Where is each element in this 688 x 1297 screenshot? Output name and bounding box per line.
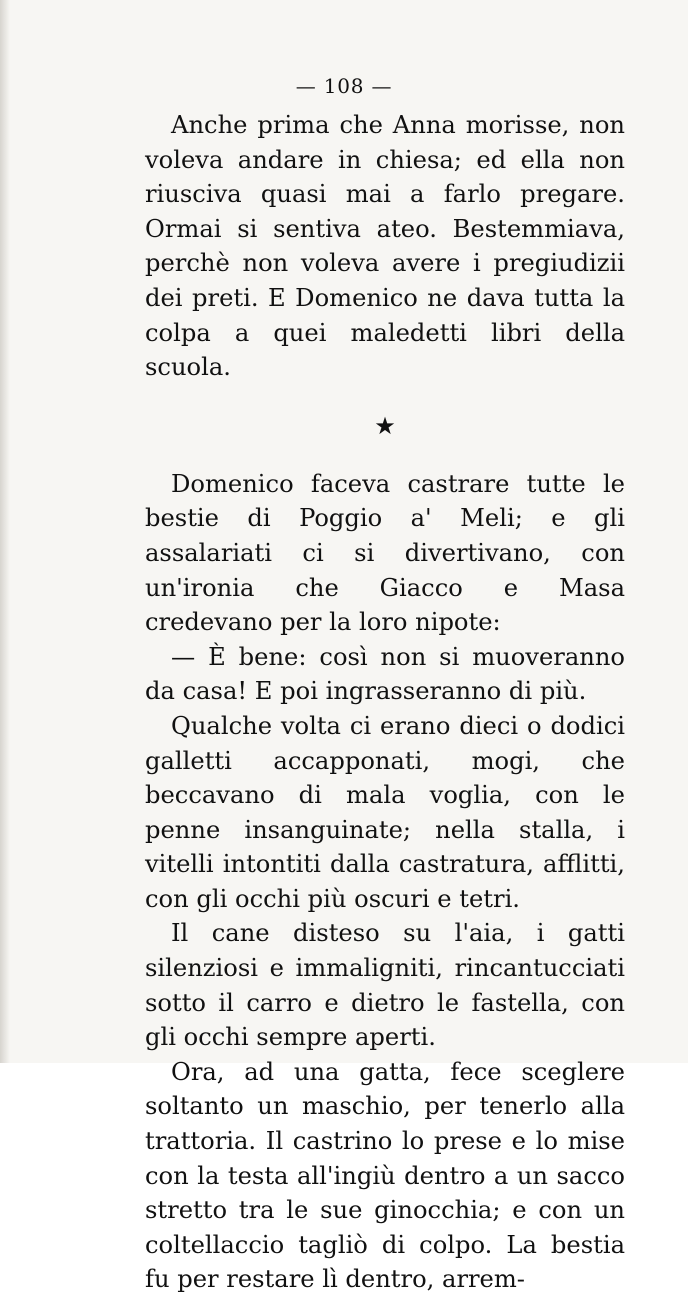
paragraph-animals: Il cane disteso su l'aia, i gatti silenziosi e immaligniti, rincantucciati sotto il carro e dietro le fastella, con gli occhi sempre aperti. <box>145 919 625 1052</box>
section-separator <box>145 385 625 467</box>
star-icon: ★ <box>374 411 396 440</box>
paragraph-atheism: Anche prima che Anna morisse, non voleva andare in chiesa; ed ella non riusciva quasi mai a farlo pregare. Ormai si sentiva ateo. Bestemmiava, perchè non voleva avere i pregiudizii dei preti. E Domenico ne dava tutta la colpa a quei maledetti libri della scuola. <box>145 111 625 382</box>
page-content <box>145 108 625 1297</box>
paragraph-cat: Ora, ad una gatta, fece sceglere soltanto un maschio, per tenerlo alla trattoria. Il castrino lo prese e lo mise con la testa all'ingiù dentro a un sacco stretto tra le sue ginocchia; e con un coltellaccio tagliò di colpo. La bestia fu per restare lì dentro, arrem- <box>145 1057 625 1294</box>
page-number: — 108 — <box>295 74 393 98</box>
paragraph-castration: Domenico faceva castrare tutte le bestie di Poggio a' Meli; e gli assalariati ci si divertivano, con un'ironia che Giacco e Masa credevano per la loro nipote: <box>145 469 625 637</box>
paragraph-galletti: Qualche volta ci erano dieci o dodici galletti accapponati, mogi, che beccavano di mala voglia, con le penne insanguinate; nella stalla, i vitelli intontiti dalla castratura, afflitti, con gli occhi più oscuri e tetri. <box>145 711 625 913</box>
paragraph-dialogue: — È bene: così non si muoveranno da casa! E poi ingrasseranno di più. <box>145 642 625 706</box>
